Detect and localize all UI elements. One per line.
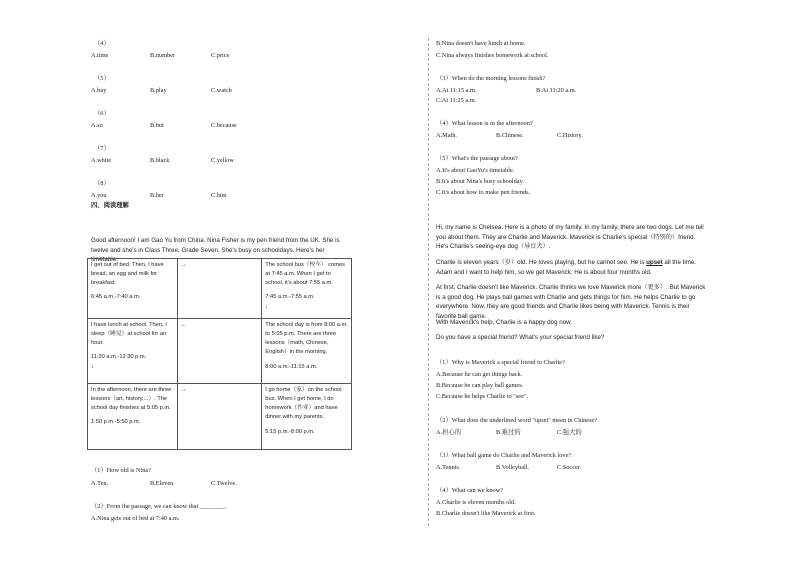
option-c: C.watch (211, 87, 232, 94)
option-b: B.her (150, 192, 164, 199)
timetable-cell (177, 384, 262, 450)
option-c: C.Because he helps Charlie to "see". (436, 393, 529, 400)
option-c: C.him (211, 192, 227, 199)
option-a: A.Charlie is eleven months old. (436, 499, 516, 506)
timetable-cell (177, 319, 262, 384)
option-b: B.Because he can play ball games. (436, 382, 524, 389)
option-a: A.Because he can get things back. (436, 371, 523, 378)
option-a: A.担心的 (436, 429, 462, 436)
option-b: B.number (150, 52, 176, 59)
cell-time: 8:00 a.m.-11:15 a.m. (265, 363, 318, 370)
option-c: C.Soccer. (557, 464, 582, 471)
option-a: A.At 11:15 a.m. (436, 87, 477, 94)
timetable-cell (177, 259, 262, 319)
cell-time: 6:45 a.m.-7:40 a.m. (91, 294, 141, 301)
question-stem: （4）What can we know? (436, 487, 503, 494)
option-b: B.Chinese. (496, 132, 524, 139)
arrow-left-icon: ← (180, 322, 187, 328)
option-c: C.because (211, 122, 237, 129)
passage-paragraph: Hi, my name is Chelsea. Here is a photo of my family. In my family, there are two dogs. Let me tell you about them. They are Charlie and Maverick. Maverick is Charlie's special（特别的）friend. He's Charlie's seeing-eye dog（导盲犬）. (436, 224, 704, 251)
timetable-cell (88, 384, 178, 450)
option-b: B.难过的 (496, 429, 521, 436)
cell-text: I get out of bed. Then, I have bread, an egg and milk for breakfast. (91, 262, 164, 287)
arrow-down-icon: ↓ (265, 303, 269, 310)
reading-intro: Good afternoon! I am Gao Yu from China. Nina Fisher is my pen friend from the UK. She is twelve and she's in Class Three, Grade Seven. She's busy on schooldays. Here's her timetable. (91, 237, 340, 264)
option-b: B.It's about Nina's busy schoolday. (436, 178, 524, 185)
option-b: B.At 11:20 a.m. (536, 87, 577, 94)
question-stem: （2）What does the underlined word "upset" mean in Chinese? (436, 417, 598, 424)
option-a: A.Nina gets out of bed at 7:40 a.m. (91, 515, 180, 522)
option-c: C.Nina always finishes homework at school. (436, 52, 549, 59)
option-c: C.price (211, 52, 230, 59)
option-a: A.you (91, 192, 107, 199)
option-b: B.Eleven. (150, 480, 175, 487)
cell-text: The school bus（校车） comes at 7:45 a.m. When I get to school, it's about 7:55 a.m. (265, 262, 345, 287)
cell-time: 1:50 p.m.-5:50 p.m. (91, 419, 141, 426)
option-b: B.Charlie doesn't like Maverick at first. (436, 510, 536, 517)
option-a: A.white (91, 157, 112, 164)
cell-text: I go home（家）on the school bus. When I get home, I do homework（作业）and have dinner with my parents. (265, 387, 342, 421)
column-divider (428, 38, 429, 526)
option-c: C.强大的 (557, 429, 582, 436)
timetable (87, 258, 352, 450)
timetable-cell (262, 384, 352, 450)
question-stem: （1）How old is Nina? (91, 467, 151, 474)
cell-text: In the afternoon, there are three lessons（art, history,...）. The school day finishes at 5:05 p.m. (91, 387, 172, 412)
option-a: A.so (91, 122, 103, 129)
option-c: C.yellow (211, 157, 234, 164)
timetable-cell (262, 319, 352, 384)
arrow-down-icon: ↓ (91, 363, 94, 370)
passage-paragraph: Do you have a special friend? What's your special friend like? (436, 334, 605, 341)
option-b: B.Nina doesn't have lunch at home. (436, 40, 526, 47)
option-c: C.It's about how to make pen friends. (436, 189, 531, 196)
option-b: B.play (150, 87, 167, 94)
question-number: （7） (94, 145, 110, 152)
passage-paragraph: With Maverick's help, Charlie is a happy dog now. (436, 319, 572, 326)
passage-paragraph: At first, Charlie doesn't like Maverick. Charlie thinks we love Maverick more（更多）. But Maverick is a good dog. He plays ball games with Charlie and gets things for him. He helps Charlie to go everywhere. Now, they are good friends and Charlie likes being with Maverick. Tennis is their favorite ball game. (436, 284, 706, 320)
option-a: A.Tennis. (436, 464, 461, 471)
option-b: B.Volleyball. (496, 464, 530, 471)
option-c: C.History. (557, 132, 583, 139)
arrow-right-icon: → (180, 262, 187, 268)
question-number: （4） (94, 40, 110, 47)
timetable-cell (88, 259, 178, 319)
option-b: B.but (150, 122, 164, 129)
timetable-cell (88, 319, 178, 384)
cell-time: 5:15 p.m.-8:00 p.m. (265, 428, 315, 435)
question-stem: （1）Why is Maverick a special friend to Charlie? (436, 359, 565, 366)
question-stem: （4）What lesson is in the afternoon? (436, 120, 533, 127)
arrow-right-icon: → (180, 387, 187, 393)
option-a: A.buy (91, 87, 107, 94)
question-number: （6） (94, 110, 110, 117)
cell-text: I have lunch at school. Then, I sleep（睡觉）at school for an hour. (91, 322, 167, 347)
option-c: C.At 11:25 a.m. (436, 97, 477, 104)
option-a: A.time (91, 52, 109, 59)
question-number: （5） (94, 75, 110, 82)
cell-time: 11:20 a.m.-12:30 p.m. (91, 354, 147, 361)
timetable-cell (262, 259, 352, 319)
question-stem: （3）What ball game do Charlie and Maverick love? (436, 452, 572, 459)
section-heading: 四、阅读理解 (91, 202, 129, 209)
cell-text: The school day is from 8:00 a.m. to 5:05 p.m. There are three lessons（math, Chinese, English）in the morning. (265, 322, 348, 356)
option-b: B.black (150, 157, 170, 164)
underlined-word: upset (646, 259, 663, 266)
option-a: A.Ten. (91, 480, 109, 487)
passage-paragraph: Charlie is eleven years（岁）old. He loves playing, but he cannot see. He is upset all the time. Adam and I want to help him, so we get Maverick. He is about four months old. (436, 259, 697, 276)
option-a: A.It's about GaoYu's timetable. (436, 167, 515, 174)
option-c: C.Twelve. (211, 480, 237, 487)
question-number: （8） (94, 180, 110, 187)
question-stem: （5）What's the passage about? (436, 155, 518, 162)
cell-time: 7:45 a.m.-7:55 a.m. (265, 294, 315, 301)
option-a: A.Math. (436, 132, 457, 139)
question-stem: （3）When do the morning lessons finish? (436, 75, 546, 82)
question-stem: （2）From the passage, we can know that ________. (91, 503, 227, 510)
